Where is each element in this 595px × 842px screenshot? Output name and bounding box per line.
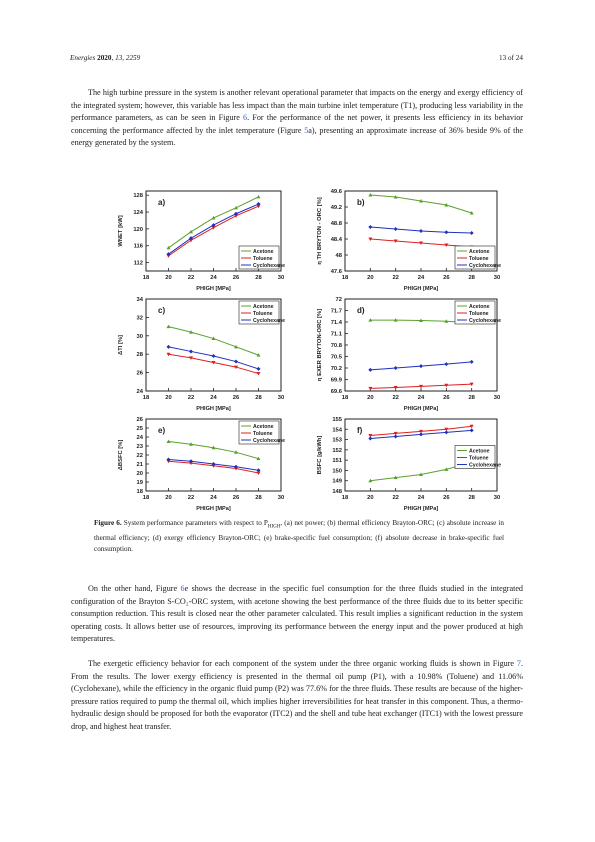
- figure-link[interactable]: 5: [304, 125, 309, 135]
- x-tick-label: 30: [277, 395, 285, 401]
- chart-c: [106, 293, 289, 413]
- y-tick-label: 153: [332, 437, 342, 444]
- x-tick-label: 26: [232, 495, 240, 501]
- x-tick-label: 18: [341, 495, 349, 501]
- y-axis-label: ΔTI [%]: [118, 335, 124, 355]
- legend-label-cyclohexane: Cyclohexane: [253, 263, 286, 269]
- x-tick-label: 22: [187, 275, 195, 281]
- y-tick-label: 28: [136, 352, 143, 359]
- y-tick-label: 47.6: [330, 269, 342, 275]
- x-tick-label: 26: [232, 275, 240, 281]
- y-tick-label: 30: [136, 333, 143, 340]
- panel-letter: f): [357, 426, 363, 435]
- legend-label-toluene: Toluene: [469, 455, 489, 462]
- y-axis-label: ΔBSFC [%]: [118, 439, 124, 471]
- x-tick-label: 26: [443, 395, 450, 401]
- text-run: . For the performance of the net power, it presents less efficiency in its behavior concerning the performance affected by the inlet temperature (Figure: [71, 113, 523, 135]
- x-tick-label: 18: [142, 395, 150, 401]
- legend-label-toluene: Toluene: [469, 256, 489, 262]
- y-tick-label: 150: [332, 468, 342, 475]
- y-tick-label: 112: [133, 260, 143, 267]
- legend-label-toluene: Toluene: [253, 431, 273, 437]
- page-number: 13 of 24: [499, 54, 523, 62]
- panel-letter: c): [158, 306, 166, 315]
- y-tick-label: 71.4: [330, 320, 342, 326]
- y-tick-label: 24: [136, 389, 143, 395]
- y-tick-label: 19: [136, 480, 143, 486]
- y-tick-label: 26: [136, 417, 143, 423]
- y-tick-label: 48: [335, 253, 342, 259]
- x-tick-label: 30: [277, 495, 285, 501]
- text-run: The high turbine pressure in the system is another relevant operational parameter that impacts on the energy and exergy efficiency of the integrated system; however, this variable has less impact than the main turbine inlet temperature (T1), producing less variability in the performance parameters, as can be seen in Figure: [71, 88, 523, 122]
- text-run: a), presenting an approximate increase of 36% beside 9% of the energy generated by the system.: [71, 125, 523, 147]
- text-run: The exergetic efficiency behavior for each component of the system under the three organic working fluids is shown in Figure: [88, 659, 517, 668]
- y-tick-label: 32: [136, 315, 143, 322]
- legend-label-toluene: Toluene: [253, 256, 273, 262]
- legend-label-acetone: Acetone: [469, 249, 490, 255]
- y-tick-label: 72: [335, 297, 342, 303]
- data-point-cyclohexane: [368, 368, 372, 372]
- legend-label-acetone: Acetone: [469, 448, 490, 455]
- y-tick-label: 69.6: [330, 389, 342, 395]
- series-line-acetone: [169, 197, 259, 248]
- series-line-acetone: [370, 195, 471, 213]
- x-axis-label: PHIGH [MPa]: [403, 406, 439, 412]
- legend-label-acetone: Acetone: [253, 424, 274, 430]
- y-tick-label: 151: [332, 458, 342, 465]
- x-tick-label: 24: [417, 275, 425, 281]
- y-tick-label: 18: [136, 489, 143, 495]
- x-tick-label: 22: [392, 395, 399, 401]
- x-tick-label: 20: [367, 495, 374, 501]
- panel-letter: d): [357, 306, 365, 315]
- y-tick-label: 20: [136, 471, 143, 477]
- data-point-cyclohexane: [234, 360, 238, 364]
- x-tick-label: 24: [210, 275, 217, 281]
- x-tick-label: 26: [232, 395, 240, 401]
- y-tick-label: 71.1: [330, 331, 342, 338]
- legend-label-acetone: Acetone: [469, 304, 490, 310]
- x-tick-label: 20: [367, 275, 374, 281]
- y-tick-label: 70.5: [330, 354, 342, 361]
- y-axis-label: η EXER BRYTON-ORC [%]: [317, 308, 323, 382]
- x-axis-label: PHIGH [MPa]: [403, 506, 439, 512]
- paragraph-exergy: [71, 658, 523, 733]
- data-point-cyclohexane: [470, 360, 474, 364]
- data-point-acetone: [167, 325, 171, 329]
- y-tick-label: 49.2: [330, 205, 342, 211]
- legend-label-cyclohexane: Cyclohexane: [253, 438, 286, 444]
- x-tick-label: 22: [392, 495, 399, 501]
- x-tick-label: 30: [493, 395, 501, 401]
- y-axis-label: η TH BRYTON - ORC [%]: [317, 197, 323, 265]
- legend-label-cyclohexane: Cyclohexane: [469, 318, 502, 324]
- data-point-cyclohexane: [470, 231, 474, 235]
- data-point-acetone: [257, 195, 261, 199]
- y-tick-label: 48.8: [330, 221, 342, 227]
- data-point-cyclohexane: [394, 366, 398, 370]
- x-tick-label: 28: [255, 395, 262, 401]
- legend-label-toluene: Toluene: [469, 311, 489, 317]
- y-tick-label: 48.4: [330, 237, 342, 243]
- data-point-toluene: [257, 372, 261, 376]
- y-tick-label: 148: [332, 489, 342, 495]
- y-tick-label: 152: [332, 447, 342, 454]
- y-tick-label: 49.6: [330, 189, 342, 195]
- data-point-cyclohexane: [167, 345, 171, 349]
- chart-e: [106, 413, 289, 513]
- data-point-cyclohexane: [419, 364, 423, 368]
- legend-label-toluene: Toluene: [253, 311, 273, 317]
- chart-d: [305, 293, 505, 413]
- y-axis-label: WNET [kW]: [118, 215, 124, 247]
- x-tick-label: 26: [443, 275, 450, 281]
- data-point-cyclohexane: [394, 434, 398, 438]
- data-point-cyclohexane: [368, 225, 372, 229]
- panel-letter: e): [158, 426, 166, 435]
- x-tick-label: 28: [255, 495, 262, 501]
- text-run: e shows the decrease in the specific fuel consumption for the three fluids studied in the integrated configuration of the Brayton S-CO₂-ORC system, with acetone showing the best performance of the three fluids due to its better specific consumption reduction. This result is closed near the other parameter calculated. This result implies a significant reduction in the system operating costs. It allows better use of resources, improving its performance between the energy input and the power produced at high temperatures.: [71, 584, 523, 643]
- y-tick-label: 120: [133, 226, 143, 233]
- legend-label-cyclohexane: Cyclohexane: [469, 462, 502, 469]
- data-point-cyclohexane: [419, 229, 423, 233]
- y-tick-label: 128: [133, 193, 143, 200]
- data-point-cyclohexane: [444, 362, 448, 366]
- x-tick-label: 28: [468, 495, 475, 501]
- chart-b: [305, 185, 505, 293]
- data-point-cyclohexane: [212, 354, 216, 358]
- figure-link[interactable]: 6: [180, 584, 185, 593]
- data-point-cyclohexane: [167, 458, 171, 462]
- text-run: On the other hand, Figure: [88, 584, 181, 593]
- y-tick-label: 23: [136, 444, 143, 450]
- x-tick-label: 28: [255, 275, 262, 281]
- x-tick-label: 18: [341, 395, 349, 401]
- y-tick-label: 22: [136, 453, 143, 459]
- x-tick-label: 18: [341, 275, 349, 281]
- legend-label-acetone: Acetone: [253, 304, 274, 310]
- figure-link[interactable]: 7: [516, 659, 521, 668]
- x-tick-label: 22: [187, 395, 195, 401]
- x-tick-label: 18: [142, 275, 150, 281]
- chart-a: [106, 185, 289, 293]
- y-tick-label: 124: [133, 210, 143, 217]
- x-axis-label: PHIGH [MPa]: [196, 286, 231, 292]
- x-axis-label: PHIGH [MPa]: [196, 506, 231, 512]
- text-run: . From the results. The lower exergy efficiency is presented in the thermal oil pump (P1), with a 10.98% (Toluene) and 11.06% (Cyclohexane), while the efficiency in the organic fluid pump (P2) was 77.6% for the three fluids. These results are because of the higher-pressure ratios required to pump the thermal oil, which implies higher irreversibilities for heat transfer in this component. Thus, a thermo-hydraulic design should be proposed for both the evaporator (ITC2) and the shell and tube heat exchanger (ITC1) with the lowest pressure drop, and highest heat transfer.: [71, 659, 523, 731]
- legend-label-cyclohexane: Cyclohexane: [469, 263, 502, 269]
- panel-letter: b): [357, 198, 365, 207]
- x-axis-label: PHIGH [MPa]: [403, 286, 439, 292]
- x-tick-label: 28: [468, 275, 475, 281]
- chart-f: [305, 413, 505, 513]
- x-tick-label: 22: [392, 275, 399, 281]
- data-point-cyclohexane: [394, 227, 398, 231]
- x-tick-label: 18: [142, 495, 150, 501]
- data-point-cyclohexane: [189, 349, 193, 353]
- y-tick-label: 70.2: [330, 366, 342, 372]
- paragraph-intro: [71, 87, 523, 150]
- figure-link[interactable]: 6: [243, 113, 248, 122]
- x-tick-label: 30: [493, 275, 501, 281]
- data-point-cyclohexane: [419, 432, 423, 436]
- x-tick-label: 20: [165, 275, 172, 281]
- y-tick-label: 71.7: [330, 308, 342, 315]
- data-point-cyclohexane: [444, 230, 448, 234]
- figure-caption: Figure 6. System performance parameters with respect to $P_{HIGH}$, (a) net power; (b) thermal efficiency Brayton-ORC; (c) absolute increase in thermal efficiency; (d) exergy efficiency Brayton-ORC; (e) brake-specific fuel consumption; (f) absolute decrease in brake-specific fuel consumption.: [94, 519, 504, 553]
- x-tick-label: 22: [187, 495, 195, 501]
- y-tick-label: 149: [332, 478, 342, 485]
- data-point-cyclohexane: [470, 428, 474, 432]
- y-tick-label: 24: [136, 435, 143, 441]
- panel-letter: a): [158, 198, 166, 207]
- y-tick-label: 25: [136, 426, 143, 432]
- y-tick-label: 116: [133, 243, 143, 250]
- y-axis-label: BSFC [g/kWh]: [317, 435, 323, 475]
- x-tick-label: 20: [165, 395, 172, 401]
- x-tick-label: 20: [165, 495, 172, 501]
- x-tick-label: 28: [468, 395, 475, 401]
- x-tick-label: 24: [210, 495, 217, 501]
- y-tick-label: 26: [136, 370, 143, 377]
- series-line-acetone: [169, 327, 259, 356]
- x-tick-label: 24: [210, 395, 217, 401]
- y-tick-label: 69.9: [330, 377, 342, 384]
- y-tick-label: 34: [136, 297, 143, 303]
- x-tick-label: 24: [417, 495, 425, 501]
- legend-label-cyclohexane: Cyclohexane: [253, 318, 286, 324]
- legend-label-acetone: Acetone: [253, 249, 274, 255]
- x-tick-label: 30: [277, 275, 285, 281]
- x-tick-label: 20: [367, 395, 374, 401]
- x-tick-label: 30: [493, 495, 501, 501]
- y-tick-label: 21: [136, 462, 143, 468]
- x-axis-label: PHIGH [MPa]: [196, 406, 231, 412]
- data-point-acetone: [189, 230, 193, 234]
- y-tick-label: 155: [332, 417, 342, 423]
- x-tick-label: 24: [417, 395, 425, 401]
- paragraph-bsfc: [71, 583, 523, 646]
- x-tick-label: 26: [443, 495, 450, 501]
- data-point-cyclohexane: [368, 437, 372, 441]
- running-header-left: Energies 2020, 13, 2259: [70, 54, 141, 62]
- data-point-cyclohexane: [257, 367, 261, 371]
- data-point-cyclohexane: [444, 430, 448, 434]
- y-tick-label: 154: [332, 427, 342, 434]
- y-tick-label: 70.8: [330, 343, 342, 349]
